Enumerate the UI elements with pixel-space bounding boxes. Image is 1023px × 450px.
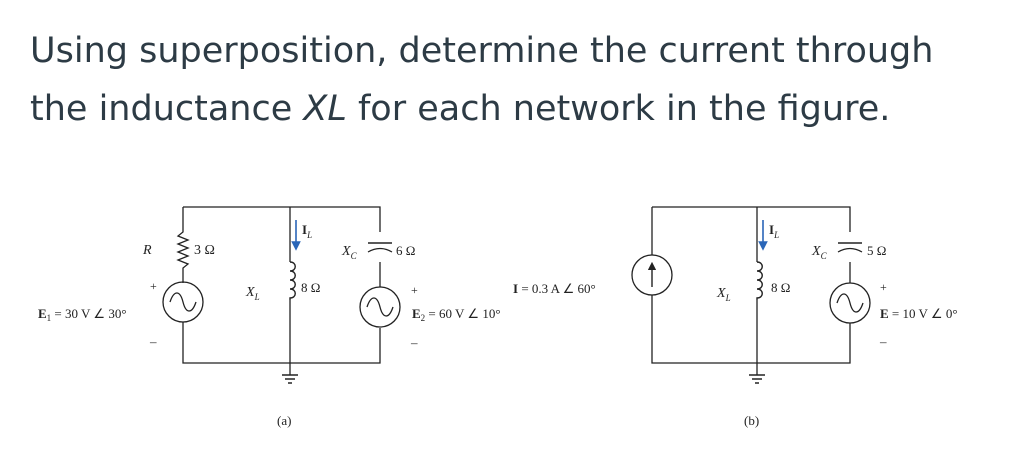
capacitor-xc-a bbox=[368, 243, 392, 252]
resistor-r-symbol: R bbox=[143, 243, 152, 258]
inductor-xl-b-value: 8 Ω bbox=[771, 280, 791, 295]
source-e1 bbox=[163, 282, 203, 322]
circuit-b-wires bbox=[652, 207, 850, 375]
ground-a bbox=[282, 375, 298, 383]
circuit-b bbox=[513, 207, 958, 428]
caption-b: (b) bbox=[744, 413, 760, 428]
ground-b bbox=[749, 375, 765, 383]
source-e1-label: $E_1 = 30$ V ∠ 30° bbox=[38, 306, 127, 323]
source-e bbox=[830, 283, 870, 323]
inductor-xl-b-symbol: $X_L$ bbox=[717, 286, 731, 303]
inductor-xl-b bbox=[757, 262, 762, 300]
current-source-i bbox=[632, 255, 672, 295]
inductor-xl-a-symbol: $X_L$ bbox=[246, 285, 260, 302]
caption-a: (a) bbox=[277, 413, 292, 428]
source-e2-plus: + bbox=[411, 283, 418, 297]
inductor-xl-a bbox=[290, 262, 295, 300]
capacitor-xc-b bbox=[838, 243, 862, 252]
capacitor-xc-a-symbol: $X_C$ bbox=[342, 244, 357, 261]
source-e-label: E = 10 V ∠ 0° bbox=[880, 306, 958, 321]
source-e1-sine-icon bbox=[170, 293, 196, 311]
capacitor-xc-b-value: 5 Ω bbox=[867, 243, 887, 258]
source-e2-minus: – bbox=[411, 335, 418, 350]
capacitor-xc-b-symbol: $X_C$ bbox=[812, 244, 827, 261]
question-line-1: Using superposition, determine the current through bbox=[30, 31, 934, 71]
question-variable: XL bbox=[303, 89, 347, 129]
current-label-a: $I_L$ bbox=[302, 222, 313, 240]
question-line-2-end: for each network in the figure. bbox=[346, 89, 891, 129]
source-e-minus: – bbox=[880, 334, 887, 349]
source-e2-sine-icon bbox=[367, 298, 393, 316]
source-e2-label: $E_2 = 60$ V ∠ 10° bbox=[412, 306, 501, 323]
capacitor-xc-a-value: 6 Ω bbox=[396, 243, 416, 258]
circuit-a-wires bbox=[183, 207, 380, 375]
inductor-xl-a-value: 8 Ω bbox=[301, 280, 321, 295]
source-e-plus: + bbox=[880, 280, 887, 294]
question-line-2-start: the inductance bbox=[30, 89, 304, 129]
current-label-b: $I_L$ bbox=[769, 222, 780, 240]
source-e2 bbox=[360, 287, 400, 327]
circuit-a bbox=[38, 207, 501, 428]
source-e1-minus: – bbox=[150, 334, 157, 349]
source-e-sine-icon bbox=[837, 294, 863, 312]
current-source-label: I = 0.3 A ∠ 60° bbox=[513, 281, 596, 296]
resistor-r bbox=[178, 207, 188, 274]
source-e1-plus: + bbox=[150, 279, 157, 293]
resistor-r-value: 3 Ω bbox=[194, 243, 215, 258]
